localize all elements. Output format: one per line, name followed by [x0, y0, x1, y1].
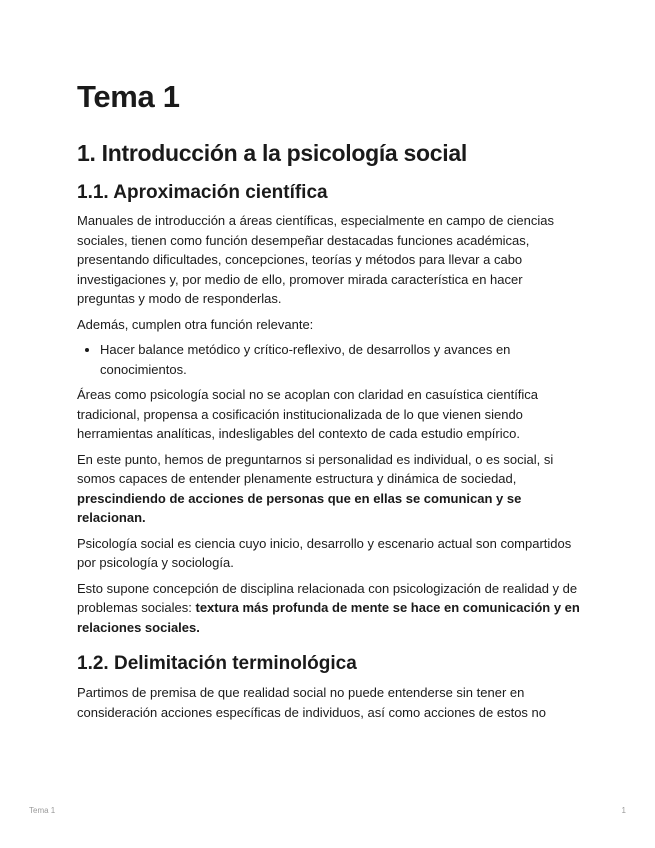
bold-text: textura más profunda de mente se hace en comunicación y en relaciones sociales.: [77, 600, 580, 635]
paragraph: [77, 450, 582, 528]
subsection-heading-delimitacion: 1.2. Delimitación terminológica: [77, 653, 357, 674]
paragraph: Manuales de introducción a áreas científicas, especialmente en campo de ciencias sociales, tienen como función desempeñar destacadas funciones académicas, presentando dificultades, concepciones, teorías y métodos para llevar a cabo investigaciones y, por medio de ello, promover mirada característica en hacer preguntas y modo de responderlas.: [77, 213, 554, 306]
list-item: • Hacer balance metódico y crítico-reflexivo, de desarrollos y avances en conocimientos.: [100, 340, 582, 379]
page-number: 1: [621, 806, 626, 815]
paragraph-text: En este punto, hemos de preguntarnos si personalidad es individual, o es social, si somos capaces de entender plenamente estructura y dinámica de sociedad,: [77, 451, 554, 486]
paragraph: [77, 579, 582, 638]
document-page: [77, 78, 582, 728]
footer-title: Tema 1: [29, 806, 56, 815]
bold-text: prescindiendo de acciones de personas que en ellas se comunican y se relacionan.: [77, 490, 522, 525]
paragraph: Partimos de premisa de que realidad social no puede entenderse sin tener en consideración acciones específicas de individuos, así como acciones de estos no: [77, 685, 546, 720]
bullet-list: [77, 340, 582, 379]
paragraph-text: Esto supone concepción de disciplina relacionada con psicologización de realidad y de problemas sociales:: [77, 580, 578, 615]
paragraph: Además, cumplen otra función relevante:: [77, 316, 314, 332]
page-title: Tema 1: [77, 79, 180, 114]
section-heading: 1. Introducción a la psicología social: [77, 140, 467, 166]
subsection-heading-aproximacion: 1.1. Aproximación científica: [77, 182, 328, 203]
paragraph: Psicología social es ciencia cuyo inicio, desarrollo y escenario actual son compartidos por psicología y sociología.: [77, 535, 572, 570]
paragraph: Áreas como psicología social no se acoplan con claridad en casuística científica tradicional, propensa a cosificación institucionalizada de lo que vienen siendo herramientas analíticas, indesligables del contexto de cada estudio empírico.: [77, 387, 539, 441]
